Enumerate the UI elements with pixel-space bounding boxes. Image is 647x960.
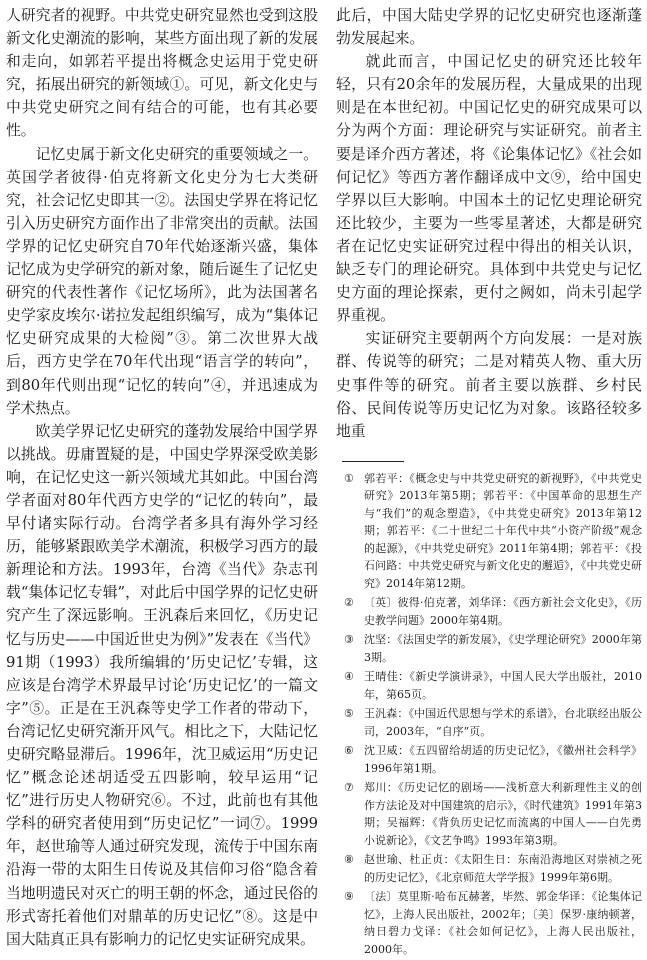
right-column bbox=[336, 4, 642, 960]
footnote bbox=[336, 631, 642, 666]
footnote-marker: ④ bbox=[344, 670, 354, 684]
body-paragraph: 欧美学界记忆史研究的蓬勃发展给中国学界以挑战。毋庸置疑的是，中国史学界深受欧美影响，在记忆史这一新兴领域尤其如此。中国台湾学者面对80年代西方史学的“记忆的转向”，最早付诸实际行动。台湾学者多具有海外学习经历，能够紧跟欧美学术潮流，积极学习西方的最新理论和方法。1993年，台湾《当代》杂志刊载“集体记忆专辑”，对此后中国学界的记忆史研究产生了深远影响。王汎森后来回忆，《历史记忆与历史——中国近世史为例》”发表在《当代》91期（1993）我所编辑的‘历史记忆’专辑，这应该是台湾学术界最早讨论‘历史记忆’的一篇文字”⑤。正是在王汎森等史学工作者的带动下，台湾记忆史研究渐开风气。相比之下，大陆记忆史研究略显滞后。1996年，沈卫威运用“历史记忆”概念论述胡适受五四影响，较早运用“记忆”进行历史人物研究⑥。不过，此前也有其他学科的研究者使用到“历史记忆”一词⑦。1999年，赵世瑜等人通过研究发现，流传于中国东南沿海一带的太阳生日传说及其信仰习俗“隐含着当地明遗民对灭亡的明王朝的怀念，通过民俗的形式寄托着他们对鼎革的历史记忆”⑧。这是中国大陆真正具有影响力的记忆史实证研究成果。 bbox=[6, 422, 318, 948]
footnote-marker: ⑧ bbox=[344, 853, 354, 867]
footnote-text: 赵世瑜、杜正贞：《太阳生日：东南沿海地区对崇祯之死的历史记忆》，《北京师范大学学报》1999年第6期。 bbox=[364, 853, 642, 884]
footnote-marker: ⑤ bbox=[344, 707, 354, 721]
footnote bbox=[336, 742, 642, 777]
footnote-marker: ⑥ bbox=[344, 744, 354, 758]
footnote-divider bbox=[342, 461, 404, 462]
footnote-text: 王晴佳：《新史学演讲录》，中国人民大学出版社，2010年，第65页。 bbox=[364, 670, 642, 701]
footnote bbox=[336, 594, 642, 629]
body-paragraph: 就此而言，中国记忆史的研究还比较年轻，只有20余年的发展历程，大量成果的出现则是在本世纪初。中国记忆史的研究成果可以分为两个方面：理论研究与实证研究。前者主要是译介西方著述，将《论集体记忆》《社会如何记忆》等西方著作翻译成中文⑨，给中国史学界以巨大影响。中国本土的记忆史理论研究还比较少，主要为一些零星著述，大都是研究者在记忆史实证研究过程中得出的相关认识，缺乏专门的理论研究。具体到中共党史与记忆史方面的理论探索，更付之阙如，尚未引起学界重视。 bbox=[336, 53, 642, 325]
footnote-text: 郭若平：《概念史与中共党史研究的新视野》，《中共党史研究》2013年第5期；郭若平：《中国革命的思想生产与“我们”的观念塑造》，《中共党史研究》2013年第12期；郭若平：《二十世纪二十年代中共“小资产阶级”观念的起源》，《中共党史研究》2011年第4期；郭若平：《投石问路：中共党史研究与新文化史的邂逅》，《中共党史研究》2014年第12期。 bbox=[364, 471, 642, 590]
body-paragraph: 人研究者的视野。中共党史研究显然也受到这股新文化史潮流的影响，某些方面出现了新的发展和走向，如郭若平提出将概念史运用于党史研究，拓展出研究的新领域①。可见，新文化史与中共党史研究之间有结合的可能，也有其必要性。 bbox=[6, 7, 318, 140]
footnote bbox=[336, 668, 642, 703]
footnote-text: 〔英〕彼得·伯克著，刘华译：《西方新社会文化史》，《历史教学问题》2000年第4期。 bbox=[364, 596, 642, 627]
footnotes bbox=[336, 470, 642, 959]
footnote-marker: ⑦ bbox=[344, 781, 354, 795]
left-column bbox=[6, 4, 318, 951]
footnote-marker: ⑨ bbox=[344, 890, 354, 904]
footnote-text: 王汎森：《中国近代思想与学术的系谱》，台北联经出版公司，2003年，“自序”页。 bbox=[364, 707, 642, 738]
footnote-text: 郑川：《历史记忆的剧场——浅析意大利新理性主义的创作方法论及对中国建筑的启示》，《时代建筑》1991年第3期；吴福辉：《背负历史记忆而流离的中国人——白先勇小说新论》，《文艺争鸣》1993年第3期。 bbox=[364, 781, 642, 847]
footnote-text: 〔法〕莫里斯·哈布瓦赫著，毕然、郭金华译：《论集体记忆》，上海人民出版社，2002年；〔美〕保罗·康纳顿著，纳日碧力戈译：《社会如何记忆》，上海人民出版社，2000年。 bbox=[364, 890, 642, 956]
footnote bbox=[336, 705, 642, 740]
body-paragraph: 记忆史属于新文化史研究的重要领域之一。英国学者彼得·伯克将新文化史分为七大类研究，社会记忆史即其一②。法国史学界在将记忆引入历史研究方面作出了非常突出的贡献。法国学界的记忆史研究自70年代始逐渐兴盛，集体记忆成为史学研究的新对象，随后诞生了记忆史研究的代表性著作《记忆场所》，此为法国著名史学家皮埃尔·诺拉发起组织编写，成为“集体记忆史研究成果的大检阅”③。第二次世界大战后，西方史学在70年代出现“语言学的转向”，到80年代则出现“记忆的转向”④，并迅速成为学术热点。 bbox=[6, 145, 318, 417]
body-paragraph: 此后，中国大陆史学界的记忆史研究也逐渐蓬勃发展起来。 bbox=[336, 7, 642, 48]
footnote bbox=[336, 470, 642, 593]
footnote-marker: ② bbox=[344, 596, 354, 610]
footnote bbox=[336, 851, 642, 886]
footnote bbox=[336, 779, 642, 849]
footnote-marker: ③ bbox=[344, 633, 354, 647]
body-paragraph: 实证研究主要朝两个方向发展：一是对族群、传说等的研究；二是对精英人物、重大历史事件等的研究。前者主要以族群、乡村民俗、民间传说等历史记忆为对象。该路径较多地重 bbox=[336, 330, 642, 440]
footnote-text: 沈坚：《法国史学的新发展》，《史学理论研究》2000年第3期。 bbox=[364, 633, 642, 664]
footnote-text: 沈卫威：《五四留给胡适的历史记忆》，《徽州社会科学》1996年第1期。 bbox=[364, 744, 642, 775]
footnote bbox=[336, 888, 642, 958]
footnote-marker: ① bbox=[344, 471, 354, 485]
